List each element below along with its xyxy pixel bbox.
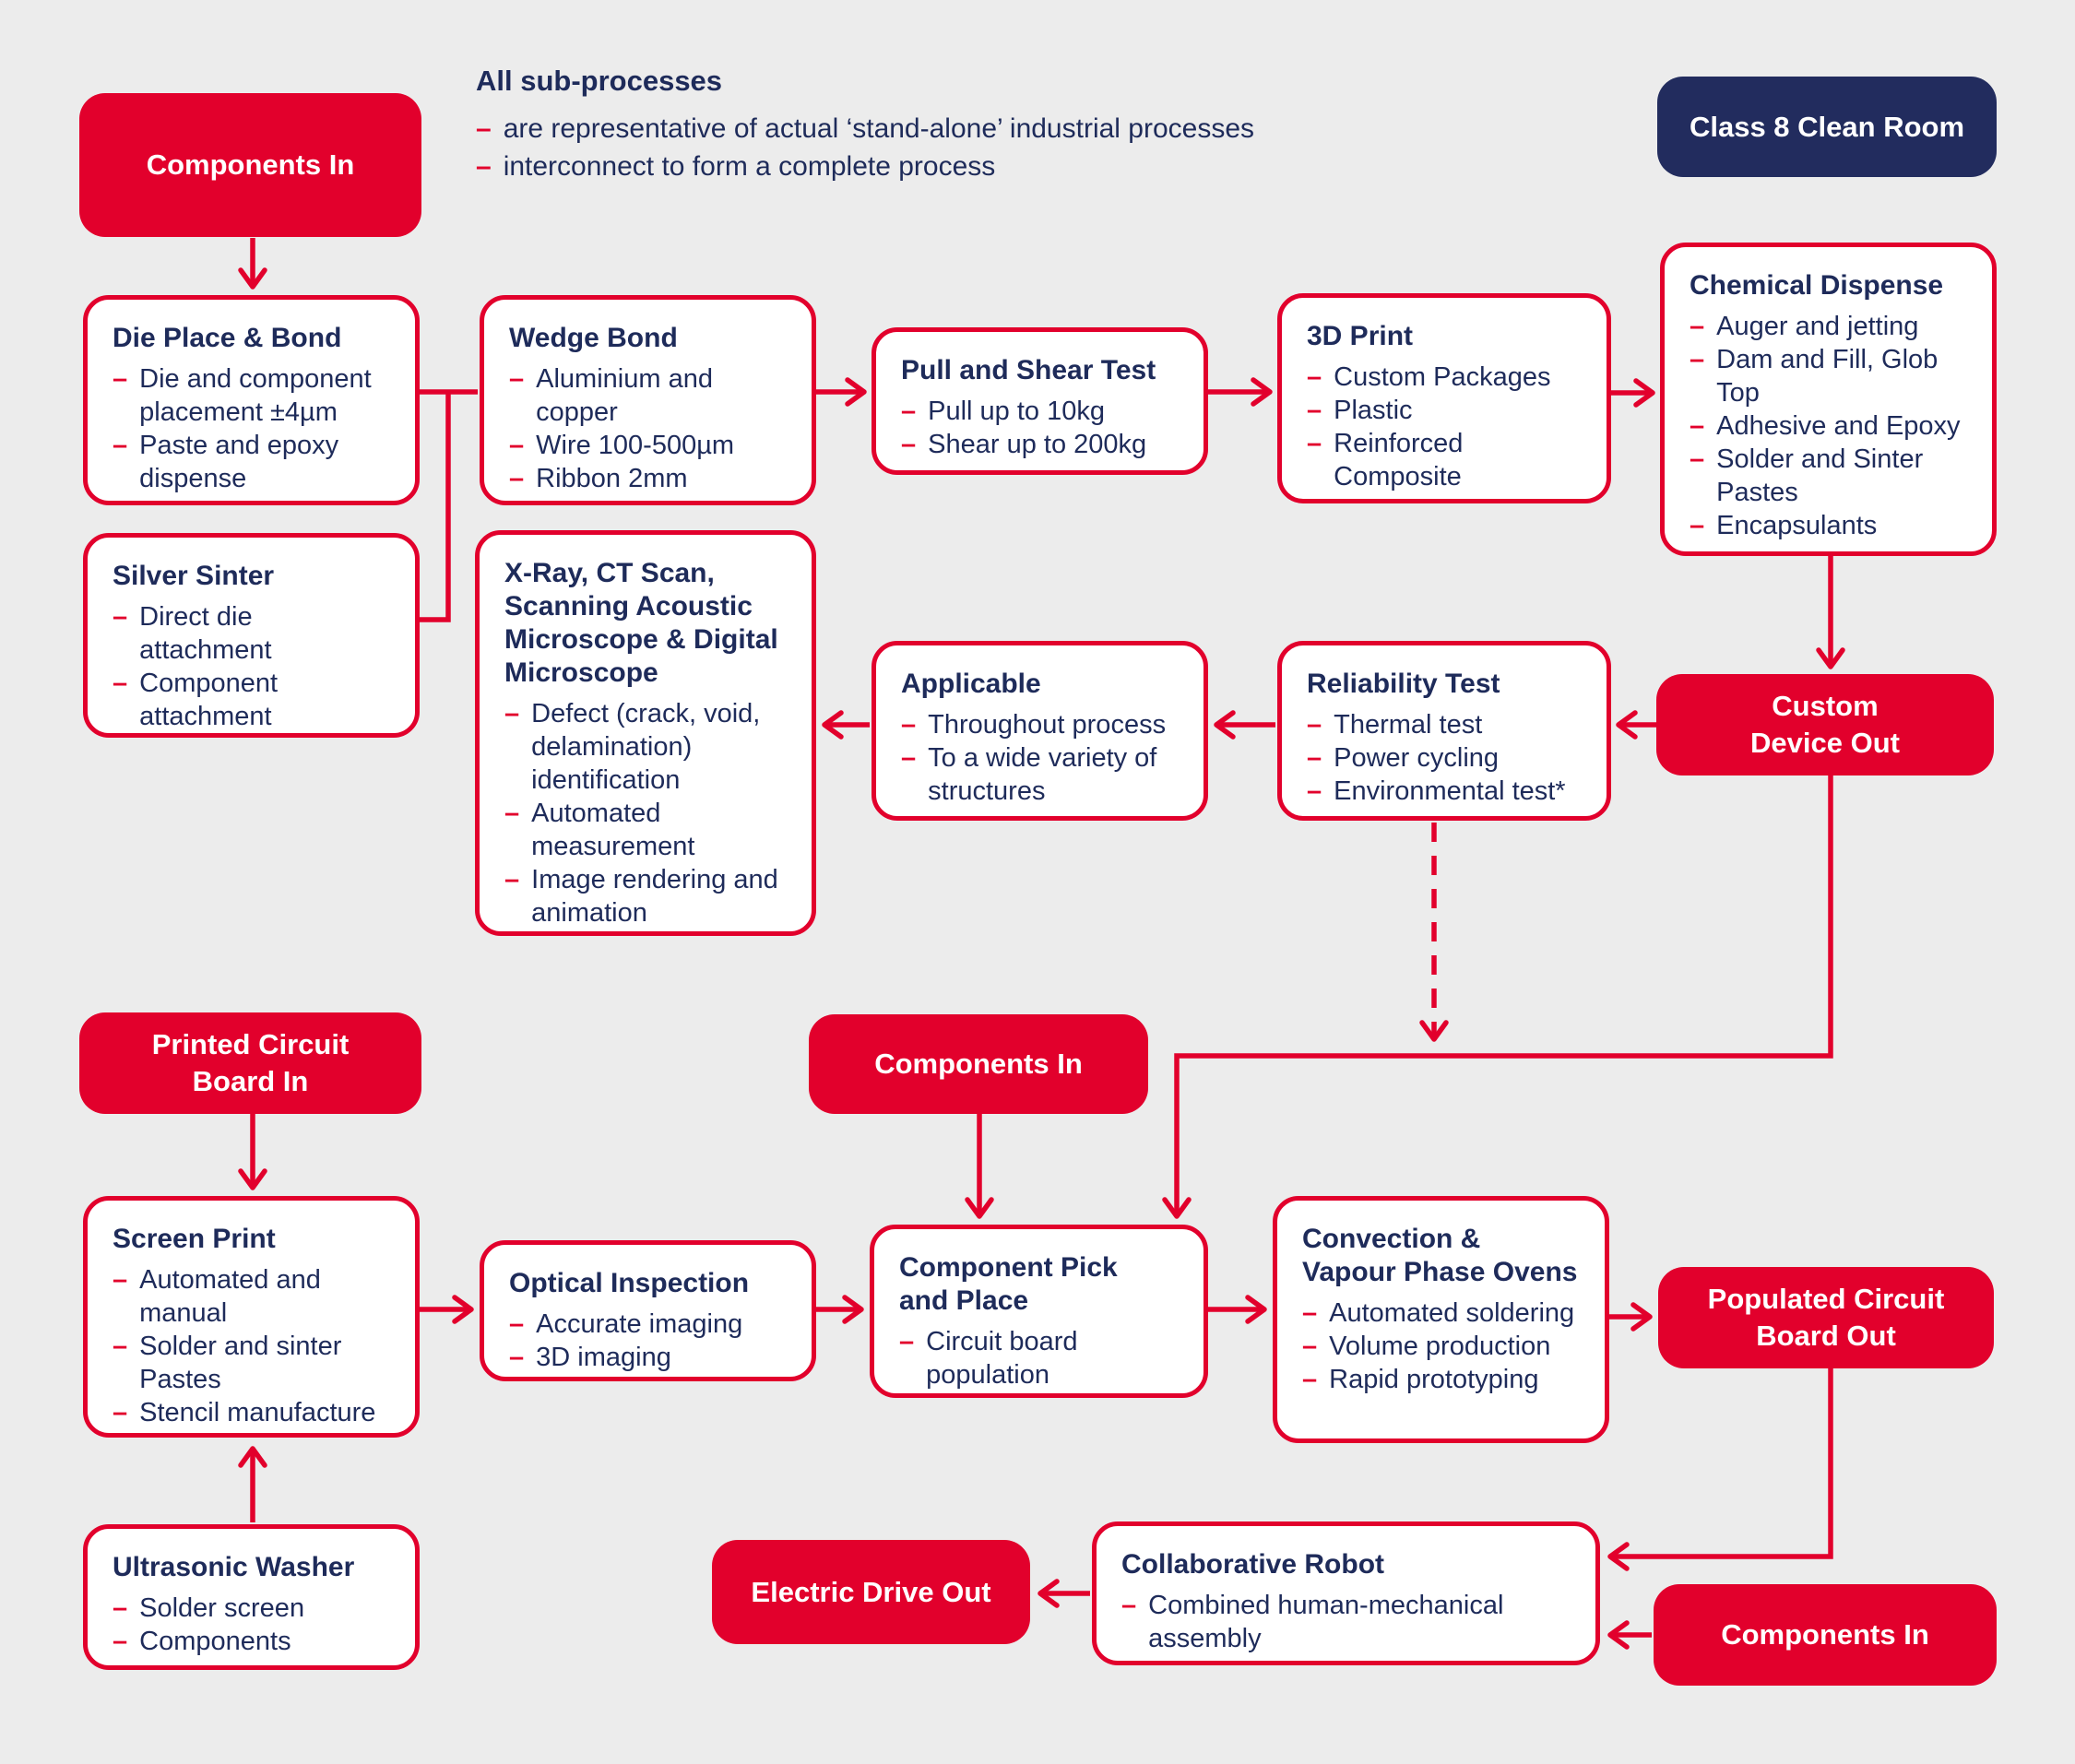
terminal-label: Electric Drive Out — [751, 1575, 991, 1608]
bullet — [509, 1308, 787, 1342]
bullet — [901, 709, 1179, 742]
node-title: Pull and Shear Test — [901, 355, 1156, 385]
terminal-label: Printed Circuit — [151, 1028, 350, 1061]
bullet-text: – Combined human-mechanical assembly — [1148, 1591, 1504, 1653]
bullet — [504, 864, 787, 930]
node-title: 3D Print — [1307, 321, 1414, 351]
node-title: Applicable — [901, 669, 1041, 699]
node-3d-print — [1277, 293, 1611, 503]
connector-silversinter-join — [420, 394, 448, 620]
badge-class-8-clean-room — [1657, 77, 1997, 177]
bullet-text: – Environmental test* — [1334, 775, 1566, 806]
node-component-pick-and-place — [870, 1225, 1208, 1398]
connector-customdeviceout-pickplace — [1177, 775, 1831, 1215]
bullet-text: – Reinforced Composite — [1334, 428, 1464, 491]
bullet-text: – Component attachment — [139, 668, 279, 731]
bullet-text: – Circuit board population — [926, 1327, 1078, 1390]
bullet — [509, 1342, 787, 1375]
legend-bullet — [476, 110, 1536, 148]
bullet — [1307, 709, 1582, 742]
terminal-printed-circuit-board-in — [79, 1012, 421, 1114]
bullet — [509, 363, 787, 430]
node-title: Optical Inspection — [509, 1268, 750, 1298]
bullet-text: – Thermal test — [1334, 710, 1483, 740]
bullet — [113, 1626, 390, 1659]
bullet — [113, 668, 390, 734]
bullet — [1307, 395, 1582, 428]
bullet — [1307, 428, 1582, 494]
node-xray-ct-scan-microscope — [475, 530, 816, 936]
terminal-label: Board In — [192, 1065, 309, 1097]
bullet — [113, 363, 390, 430]
bullet — [509, 463, 787, 496]
node-die-place-and-bond — [83, 295, 420, 505]
connector-populated-cobot — [1611, 1368, 1831, 1557]
node-title: Ultrasonic Washer — [113, 1552, 355, 1582]
bullet — [1302, 1331, 1580, 1364]
bullet-text: – Image rendering and animation — [531, 864, 778, 928]
bullet — [901, 742, 1179, 809]
terminal-electric-drive-out — [712, 1540, 1030, 1644]
node-title: Reliability Test — [1307, 669, 1500, 699]
bullet — [113, 1331, 390, 1397]
bullet-text: – Ribbon 2mm — [536, 463, 688, 493]
bullet — [901, 429, 1179, 462]
node-pull-and-shear-test — [872, 327, 1208, 475]
bullet-text: – Plastic — [1334, 395, 1413, 425]
node-title: X-Ray, CT Scan, Scanning Acoustic Microscope & Digital Microscope — [504, 558, 778, 688]
legend-title: All sub-processes — [476, 65, 723, 97]
bullet — [113, 1397, 390, 1430]
bullet-text: – 3D imaging — [536, 1342, 671, 1372]
bullet — [1690, 444, 1967, 510]
node-reliability-test — [1277, 641, 1611, 821]
terminal-custom-device-out — [1656, 674, 1994, 775]
node-applicable — [872, 641, 1208, 821]
bullet-text: – Stencil manufacture — [139, 1397, 376, 1427]
node-title: Die Place & Bond — [113, 323, 342, 353]
bullet — [1121, 1590, 1571, 1656]
terminal-label: Populated Circuit — [1707, 1283, 1945, 1316]
bullet-text: – Wire 100-500µm — [536, 430, 735, 460]
bullet-text: – Automated and manual — [139, 1265, 321, 1328]
bullet-text: – Solder screen — [139, 1593, 305, 1623]
bullet — [113, 1264, 390, 1331]
node-title: Chemical Dispense — [1690, 270, 1944, 301]
bullet-text: – Adhesive and Epoxy — [1716, 410, 1961, 441]
bullet-text: – Automated soldering — [1329, 1298, 1575, 1328]
bullet-text: – Automated measurement — [531, 798, 695, 861]
bullet-text: – Power cycling — [1334, 742, 1500, 773]
bullet — [1302, 1297, 1580, 1331]
bullet-text: – Direct die attachment — [139, 602, 272, 665]
node-title: Collaborative Robot — [1121, 1549, 1385, 1580]
bullet — [504, 798, 787, 864]
node-title: Silver Sinter — [113, 561, 275, 591]
bullet-text: – Encapsulants — [1716, 510, 1878, 540]
node-convection-vapour-phase-ovens — [1273, 1196, 1609, 1443]
bullet — [899, 1326, 1179, 1392]
terminal-label: Components In — [1721, 1618, 1929, 1652]
node-title: Component Pick and Place — [899, 1252, 1118, 1316]
bullet — [901, 396, 1179, 429]
bullet — [113, 601, 390, 668]
terminal-components-in-top — [79, 93, 421, 237]
bullet-text: – Aluminium and copper — [536, 364, 713, 427]
node-wedge-bond — [480, 295, 816, 505]
terminal-label: Device Out — [1750, 727, 1900, 759]
terminal-components-in-mid — [809, 1014, 1148, 1114]
node-silver-sinter — [83, 533, 420, 738]
bullet — [113, 430, 390, 496]
bullet — [1690, 344, 1967, 410]
bullet — [1690, 410, 1967, 444]
bullet-text: – Solder and Sinter Pastes — [1716, 444, 1924, 507]
terminal-components-in-bottom — [1654, 1584, 1997, 1686]
bullet-text: – Die and component placement ±4µm — [139, 364, 372, 427]
bullet-text: – Defect (crack, void, delamination) identification — [531, 699, 761, 795]
bullet-text: – Dam and Fill, Glob Top — [1716, 344, 1939, 408]
badge-label: Class 8 Clean Room — [1689, 110, 1965, 143]
terminal-populated-circuit-board-out — [1658, 1267, 1994, 1368]
bullet — [1302, 1364, 1580, 1397]
terminal-label: Components In — [146, 148, 355, 182]
terminal-label: Components In — [874, 1048, 1083, 1081]
bullet-text: – Shear up to 200kg — [928, 429, 1147, 459]
bullet — [1307, 742, 1582, 775]
node-title: Convection & Vapour Phase Ovens — [1302, 1224, 1578, 1287]
terminal-label: Custom — [1772, 690, 1879, 723]
bullet-text: – Auger and jetting — [1716, 312, 1919, 341]
bullet-text: – Solder and sinter Pastes — [139, 1331, 342, 1394]
bullet — [1690, 311, 1967, 344]
legend-bullet-text: – interconnect to form a complete process — [503, 151, 996, 183]
bullet-text: – Volume production — [1329, 1331, 1551, 1361]
bullet-text: – Components — [139, 1626, 291, 1656]
bullet — [1307, 361, 1582, 395]
legend-bullet — [476, 148, 1536, 185]
bullet — [504, 698, 787, 798]
legend — [476, 65, 1536, 186]
bullet — [509, 430, 787, 463]
node-collaborative-robot — [1092, 1521, 1600, 1665]
terminal-label: Board Out — [1756, 1320, 1896, 1352]
node-chemical-dispense — [1660, 243, 1997, 556]
node-title: Wedge Bond — [509, 323, 678, 353]
bullet-text: – Paste and epoxy dispense — [139, 430, 339, 493]
bullet — [113, 1592, 390, 1626]
node-screen-print — [83, 1196, 420, 1438]
bullet — [1307, 775, 1582, 809]
node-optical-inspection — [480, 1240, 816, 1381]
bullet-text: – Pull up to 10kg — [928, 397, 1105, 426]
bullet-text: – Rapid prototyping — [1329, 1364, 1539, 1394]
bullet — [1690, 510, 1967, 543]
bullet-text: – Accurate imaging — [536, 1309, 743, 1339]
legend-bullet-text: – are representative of actual ‘stand-alone’ industrial processes — [503, 113, 1255, 144]
bullet-text: – Custom Packages — [1334, 362, 1551, 392]
bullet-text: – Throughout process — [928, 710, 1167, 740]
node-title: Screen Print — [113, 1224, 276, 1254]
node-ultrasonic-washer — [83, 1524, 420, 1670]
bullet-text: – To a wide variety of structures — [928, 742, 1157, 806]
